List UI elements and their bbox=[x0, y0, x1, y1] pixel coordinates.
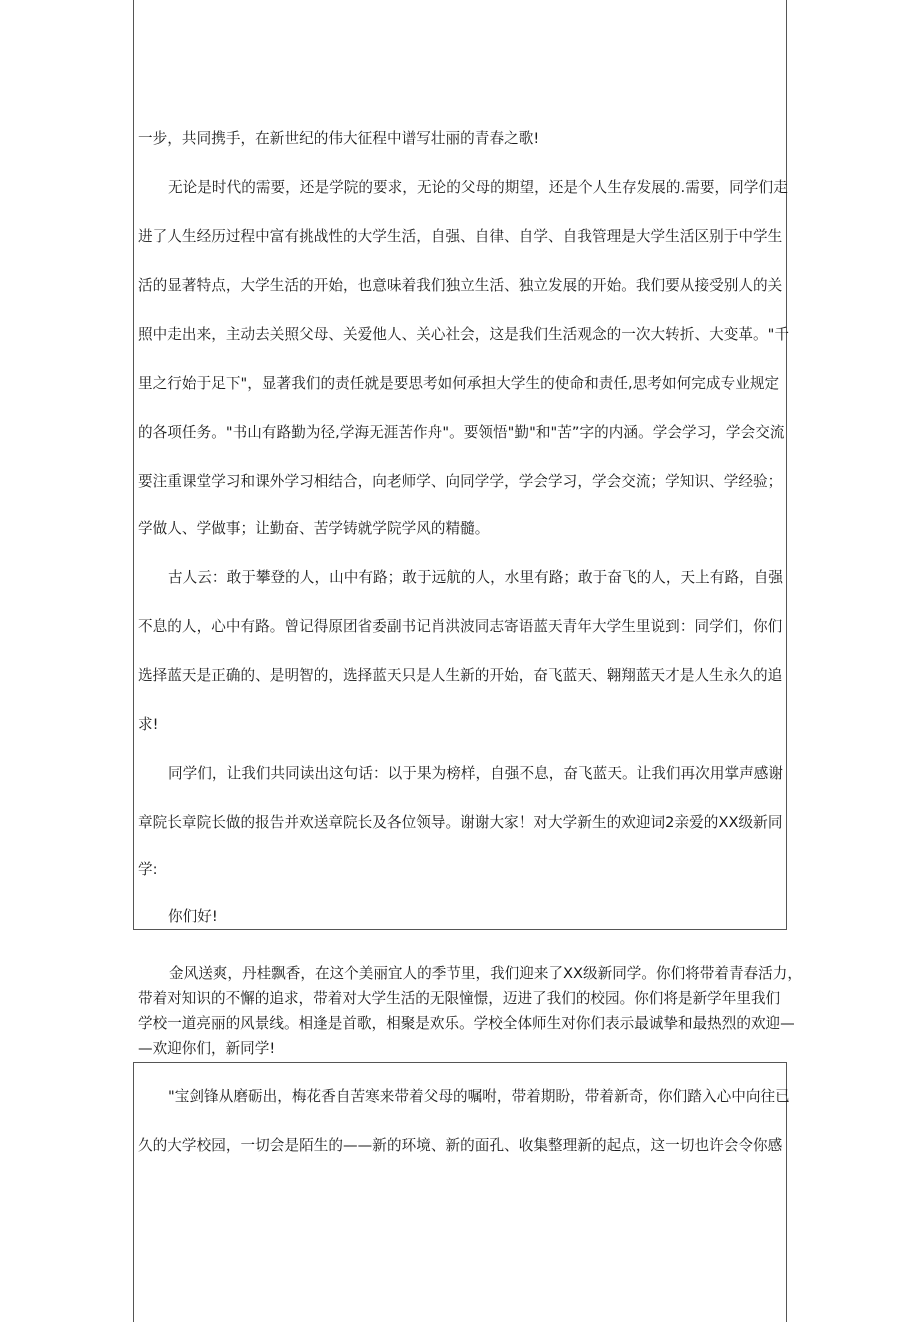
text-line: 选择蓝天是正确的、是明智的，选择蓝天只是人生新的开始，奋飞蓝天、翱翔蓝天才是人生永久的追 bbox=[138, 667, 783, 684]
text-line: 一步，共同携手，在新世纪的伟大征程中谱写壮丽的青春之歌! bbox=[138, 130, 540, 147]
paragraph-line: 金风送爽，丹桂飘香，在这个美丽宜人的季节里，我们迎来了XX级新同学。你们将带着青春活力， bbox=[169, 965, 802, 982]
text-line: 带着对知识的不懈的追求，带着对大学生活的无限憧憬，迈进了我们的校园。你们将是新学年里我们 bbox=[138, 990, 781, 1007]
paragraph-line: "宝剑锋从磨砺出，梅花香自苦寒来带着父母的嘱咐，带着期盼，带着新奇，你们踏入心中向往已 bbox=[168, 1088, 790, 1105]
text-line: 学做人、学做事；让勤奋、苦学铸就学院学风的精髓。 bbox=[138, 520, 490, 537]
paragraph-line: 无论是时代的需要，还是学院的要求，无论的父母的期望，还是个人生存发展的.需要，同学们走 bbox=[168, 179, 788, 196]
text-line: 久的大学校园，一切会是陌生的——新的环境、新的面孔、收集整理新的起点，这一切也许会令你感 bbox=[138, 1137, 783, 1154]
paragraph-line: 你们好! bbox=[168, 908, 218, 925]
text-line: 照中走出来，主动去关照父母、关爱他人、关心社会，这是我们生活观念的一次大转折、大变革。"千 bbox=[138, 326, 790, 343]
text-line: 不息的人，心中有路。曾记得原团省委副书记肖洪波同志寄语蓝天青年大学生里说到：同学们，你们 bbox=[138, 618, 783, 635]
text-line: 章院长章院长做的报告并欢送章院长及各位领导。谢谢大家！对大学新生的欢迎词2亲爱的XX级新同 bbox=[138, 814, 783, 831]
text-line: 进了人生经历过程中富有挑战性的大学生活，自强、自律、自学、自我管理是大学生活区别于中学生 bbox=[138, 228, 783, 245]
paragraph-line: 同学们，让我们共同读出这句话：以于果为榜样，自强不息，奋飞蓝天。让我们再次用掌声感谢 bbox=[168, 765, 784, 782]
text-line: 的各项任务。"书山有路勤为径,学海无涯苦作舟"。要领悟"勤"和"苦”字的内涵。学会学习，学会交流 bbox=[138, 424, 785, 441]
table-cell-top bbox=[133, 0, 790, 930]
text-line: —欢迎你们，新同学! bbox=[138, 1040, 276, 1057]
text-line: 要注重课堂学习和课外学习相结合，向老师学、向同学学，学会学习，学会交流；学知识、学经验； bbox=[138, 473, 783, 490]
text-line: 里之行始于足下"，显著我们的责任就是要思考如何承担大学生的使命和责任,思考如何完成专业规定 bbox=[138, 375, 780, 392]
paragraph-line: 古人云：敢于攀登的人，山中有路；敢于远航的人，水里有路；敢于奋飞的人，天上有路，自强 bbox=[168, 569, 784, 586]
text-line: 求! bbox=[138, 716, 159, 733]
text-line: 活的显著特点，大学生活的开始，也意味着我们独立生活、独立发展的开始。我们要从接受别人的关 bbox=[138, 277, 783, 294]
text-line: 学: bbox=[138, 861, 158, 878]
table-cell-bottom bbox=[133, 1062, 790, 1322]
text-line: 学校一道亮丽的风景线。相逢是首歌，相聚是欢乐。学校全体师生对你们表示最诚挚和最热烈的欢迎— bbox=[138, 1015, 795, 1032]
